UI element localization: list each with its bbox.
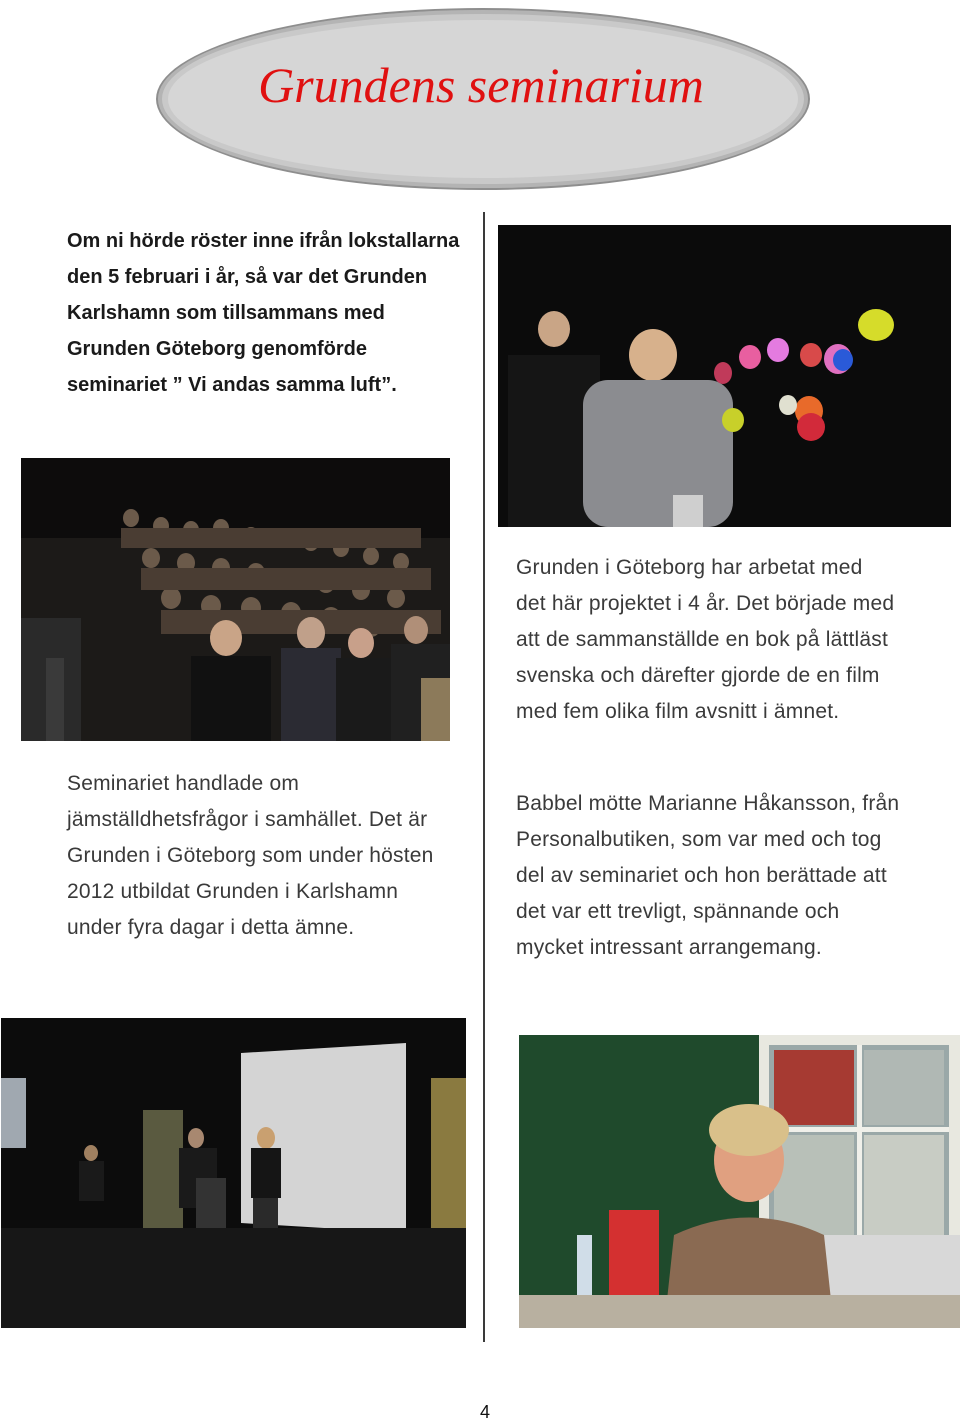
column-divider bbox=[483, 212, 485, 1342]
page-title: Grundens seminarium bbox=[258, 57, 704, 113]
balloons-photo bbox=[498, 225, 951, 527]
woman-photo bbox=[519, 1035, 960, 1328]
right-paragraph-2: Babbel mötte Marianne Håkansson, från Personalbutiken, som var med och tog del av seminariet och hon berättade att det var ett trevligt, spännande och mycket intressant arrangemang. bbox=[516, 792, 900, 959]
left-paragraph: Seminariet handlade om jämställdhetsfrågor i samhället. Det är Grunden i Göteborg som under hösten 2012 utbildat Grunden i Karlshamn under fyra dagar i detta ämne. bbox=[67, 772, 434, 939]
right-paragraph-1: Grunden i Göteborg har arbetat med det här projektet i 4 år. Det började med att de sammanställde en bok på lättläst svenska och därefter gjorde de en film med fem olika film avsnitt i ämnet. bbox=[516, 556, 895, 723]
page-number: 4 bbox=[479, 1402, 490, 1422]
stage-photo bbox=[1, 1018, 466, 1328]
intro-paragraph: Om ni hörde röster inne ifrån lokstallarna den 5 februari i år, så var det Grunden Karlshamn som tillsammans med Grunden Göteborg genomförde seminariet ” Vi andas samma luft”. bbox=[67, 230, 460, 396]
audience-photo bbox=[21, 458, 450, 741]
